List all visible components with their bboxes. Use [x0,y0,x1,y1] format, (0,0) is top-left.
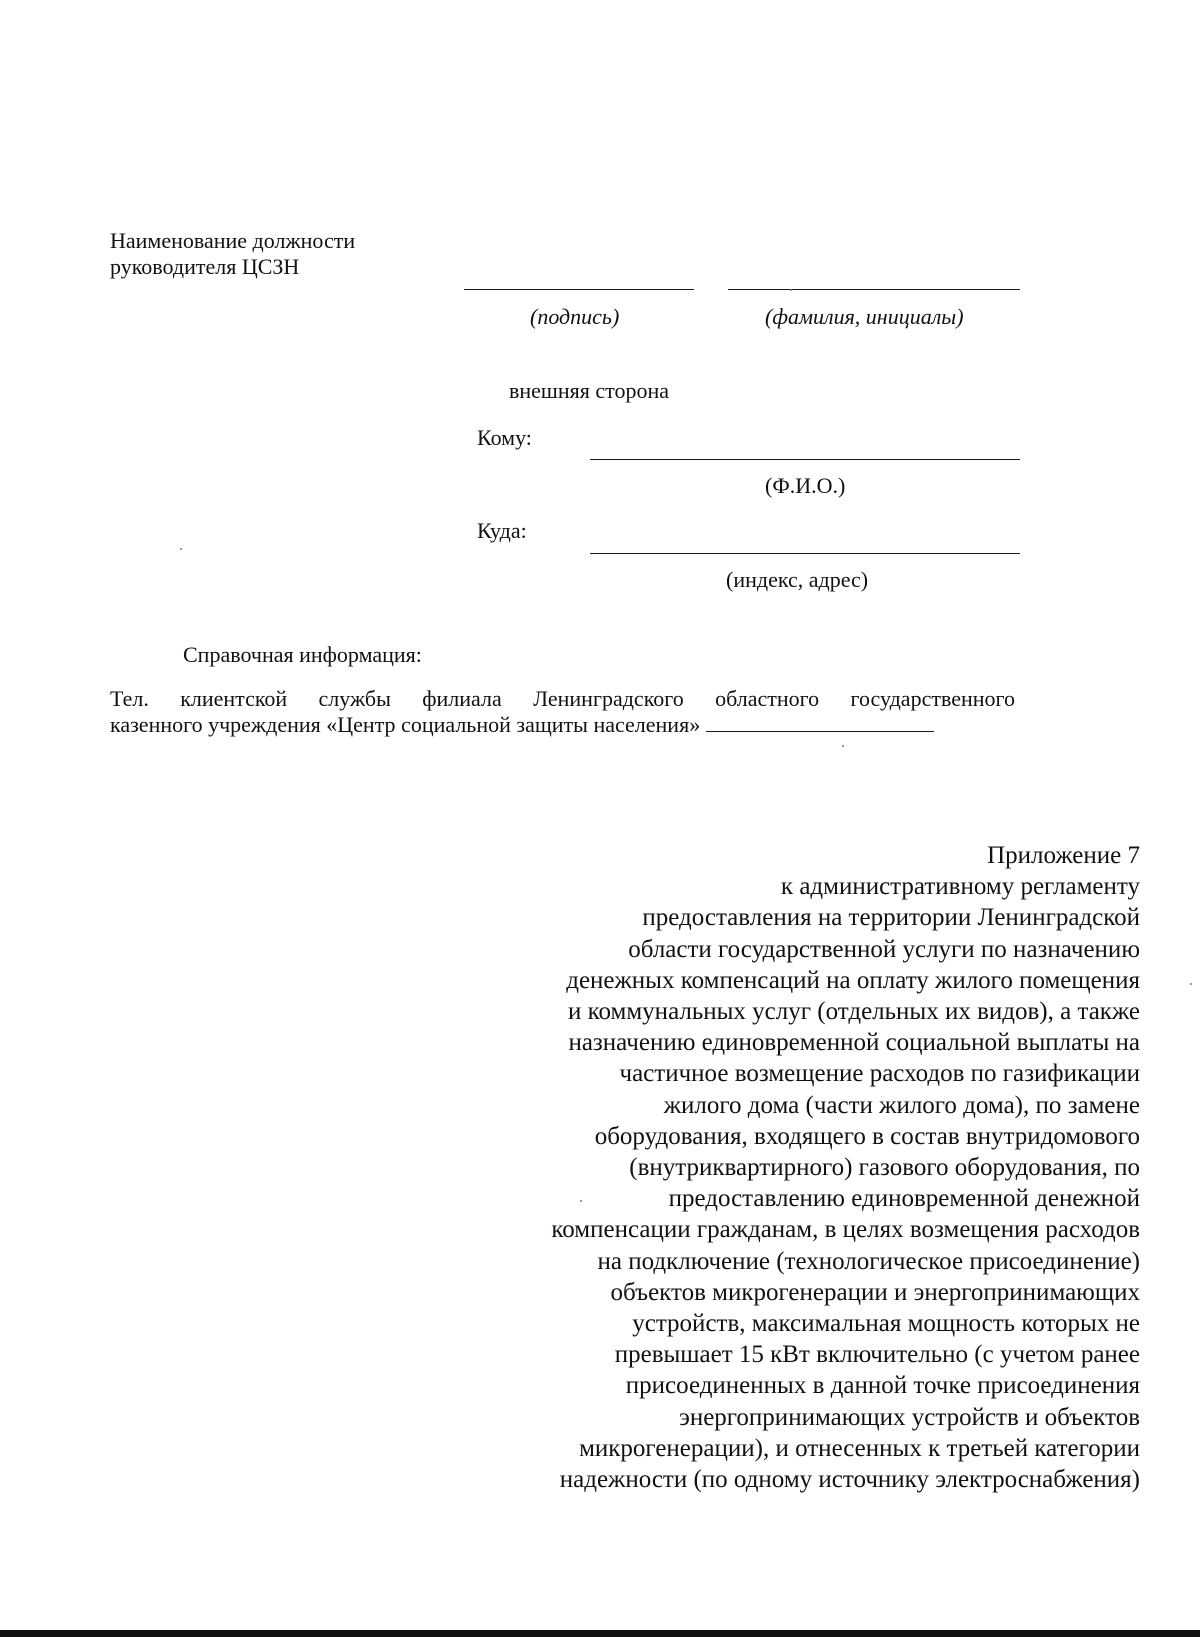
appendix-line: энергопринимающих устройств и объектов [679,1403,1140,1431]
scan-bottom-edge [0,1630,1200,1637]
appendix-line: микрогенерации), и отнесенных к третьей категории [579,1434,1140,1462]
name-caption: (фамилия, инициалы) [765,304,964,329]
reference-word: Ленинградского [533,686,684,711]
to-label: Кому: [477,425,532,450]
to-caption: (Ф.И.О.) [765,473,846,498]
appendix-line: присоединенных в данной точке присоединения [625,1372,1140,1400]
scan-speck [790,289,792,291]
reference-phone-line2-text: казенного учреждения «Центр социальной защиты населения» [110,712,701,737]
reference-word: филиала [422,686,502,711]
reference-word: клиентской [180,686,288,711]
reference-word: службы [318,686,391,711]
scan-speck [842,745,844,747]
appendix-heading [460,840,1140,1495]
appendix-line: назначению единовременной социальной выплаты на [568,1029,1140,1057]
appendix-line: (внутриквартирного) газового оборудования, по [629,1154,1140,1182]
reference-phone-line2 [110,712,1015,738]
appendix-line: жилого дома (части жилого дома), по замене [663,1091,1140,1119]
appendix-line: оборудования, входящего в состав внутридомового [594,1122,1140,1150]
reference-phone-paragraph [110,686,1015,738]
reference-phone-line1 [110,686,1015,712]
reference-word: областного [715,686,820,711]
reference-heading: Справочная информация: [183,642,422,667]
appendix-line: превышает 15 кВт включительно (с учетом ранее [614,1341,1140,1369]
appendix-line: к административному регламенту [780,873,1140,901]
appendix-line: денежных компенсаций на оплату жилого помещения [566,966,1140,994]
position-title-line2: руководителя ЦСЗН [110,254,300,279]
appendix-line: на подключение (технологическое присоединение) [597,1247,1140,1275]
signature-blank-line [464,289,694,290]
reference-word: Тел. [110,686,149,711]
reference-word: государственного [850,686,1015,711]
where-blank-line [590,553,1020,554]
appendix-line: объектов микрогенерации и энергопринимающих [610,1278,1140,1306]
appendix-line: области государственной услуги по назначению [628,935,1140,963]
scan-speck [1190,983,1192,985]
to-blank-line [590,459,1020,460]
appendix-line: предоставлению единовременной денежной [668,1185,1140,1213]
appendix-line: Приложение 7 [987,842,1140,869]
where-caption: (индекс, адрес) [726,567,869,592]
appendix-line: компенсации гражданам, в целях возмещения расходов [551,1216,1140,1244]
where-label: Куда: [477,518,527,543]
name-blank-line [728,289,1020,290]
phone-blank-line [706,713,934,732]
appendix-line: устройств, максимальная мощность которых не [632,1310,1140,1338]
scan-speck [580,1200,582,1202]
appendix-line: предоставления на территории Ленинградской [642,904,1140,932]
signature-caption: (подпись) [530,304,620,329]
appendix-line: и коммунальных услуг (отдельных их видов), а также [568,998,1140,1026]
scan-speck [180,548,182,550]
envelope-side-label: внешняя сторона [509,378,670,403]
appendix-line: надежности (по одному источнику электроснабжения) [559,1466,1140,1494]
position-title-line1: Наименование должности [110,228,356,253]
appendix-line: частичное возмещение расходов по газификации [619,1060,1140,1088]
